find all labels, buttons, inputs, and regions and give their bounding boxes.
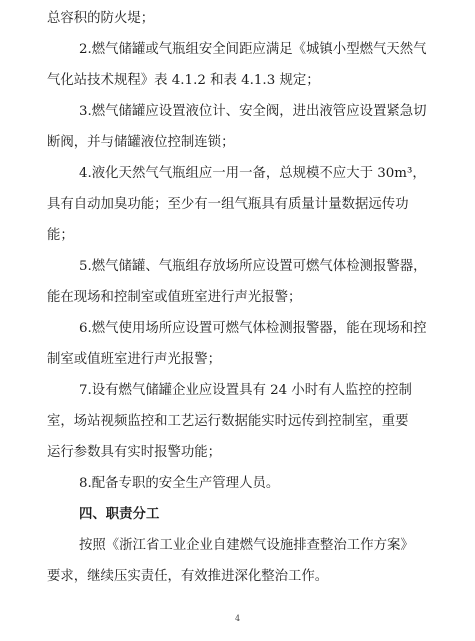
text-line: 具有自动加臭功能；至少有一组气瓶具有质量计量数据远传功 [47,197,409,212]
text-line: 断阀，并与储罐液位控制连锁； [47,135,235,150]
text-line: 气化站技术规程》表 4.1.2 和表 4.1.3 规定； [47,73,320,88]
text-line: 能； [47,228,74,243]
text-line: 按照《浙江省工业企业自建燃气设施排查整治工作方案》 [79,538,414,553]
text-line: 2.燃气储罐或气瓶组安全间距应满足《城镇小型燃气天然气 [79,42,427,57]
text-line: 4.液化天然气气瓶组应一用一备，总规模不应大于 30m³， [79,166,426,181]
section-heading: 四、职责分工 [79,507,160,522]
text-line: 要求，继续压实责任，有效推进深化整治工作。 [47,569,329,584]
text-line: 总容积的防火堤； [47,11,155,26]
text-line: 8.配备专职的安全生产管理人员。 [79,476,280,491]
text-line: 5.燃气储罐、气瓶组存放场所应设置可燃气体检测报警器， [79,259,427,274]
text-line: 制室或值班室进行声光报警； [47,352,222,367]
text-line: 能在现场和控制室或值班室进行声光报警； [47,290,302,305]
text-line: 3.燃气储罐应设置液位计、安全阀，进出液管应设置紧急切 [79,104,427,119]
text-line: 室，场站视频监控和工艺运行数据能实时远传到控制室，重要 [47,414,409,429]
text-line: 7.设有燃气储罐企业应设置具有 24 小时有人监控的控制 [79,383,412,398]
text-line: 6.燃气使用场所应设置可燃气体检测报警器，能在现场和控 [79,321,427,336]
page-number: 4 [234,614,241,623]
text-line: 运行参数具有实时报警功能； [47,445,222,460]
